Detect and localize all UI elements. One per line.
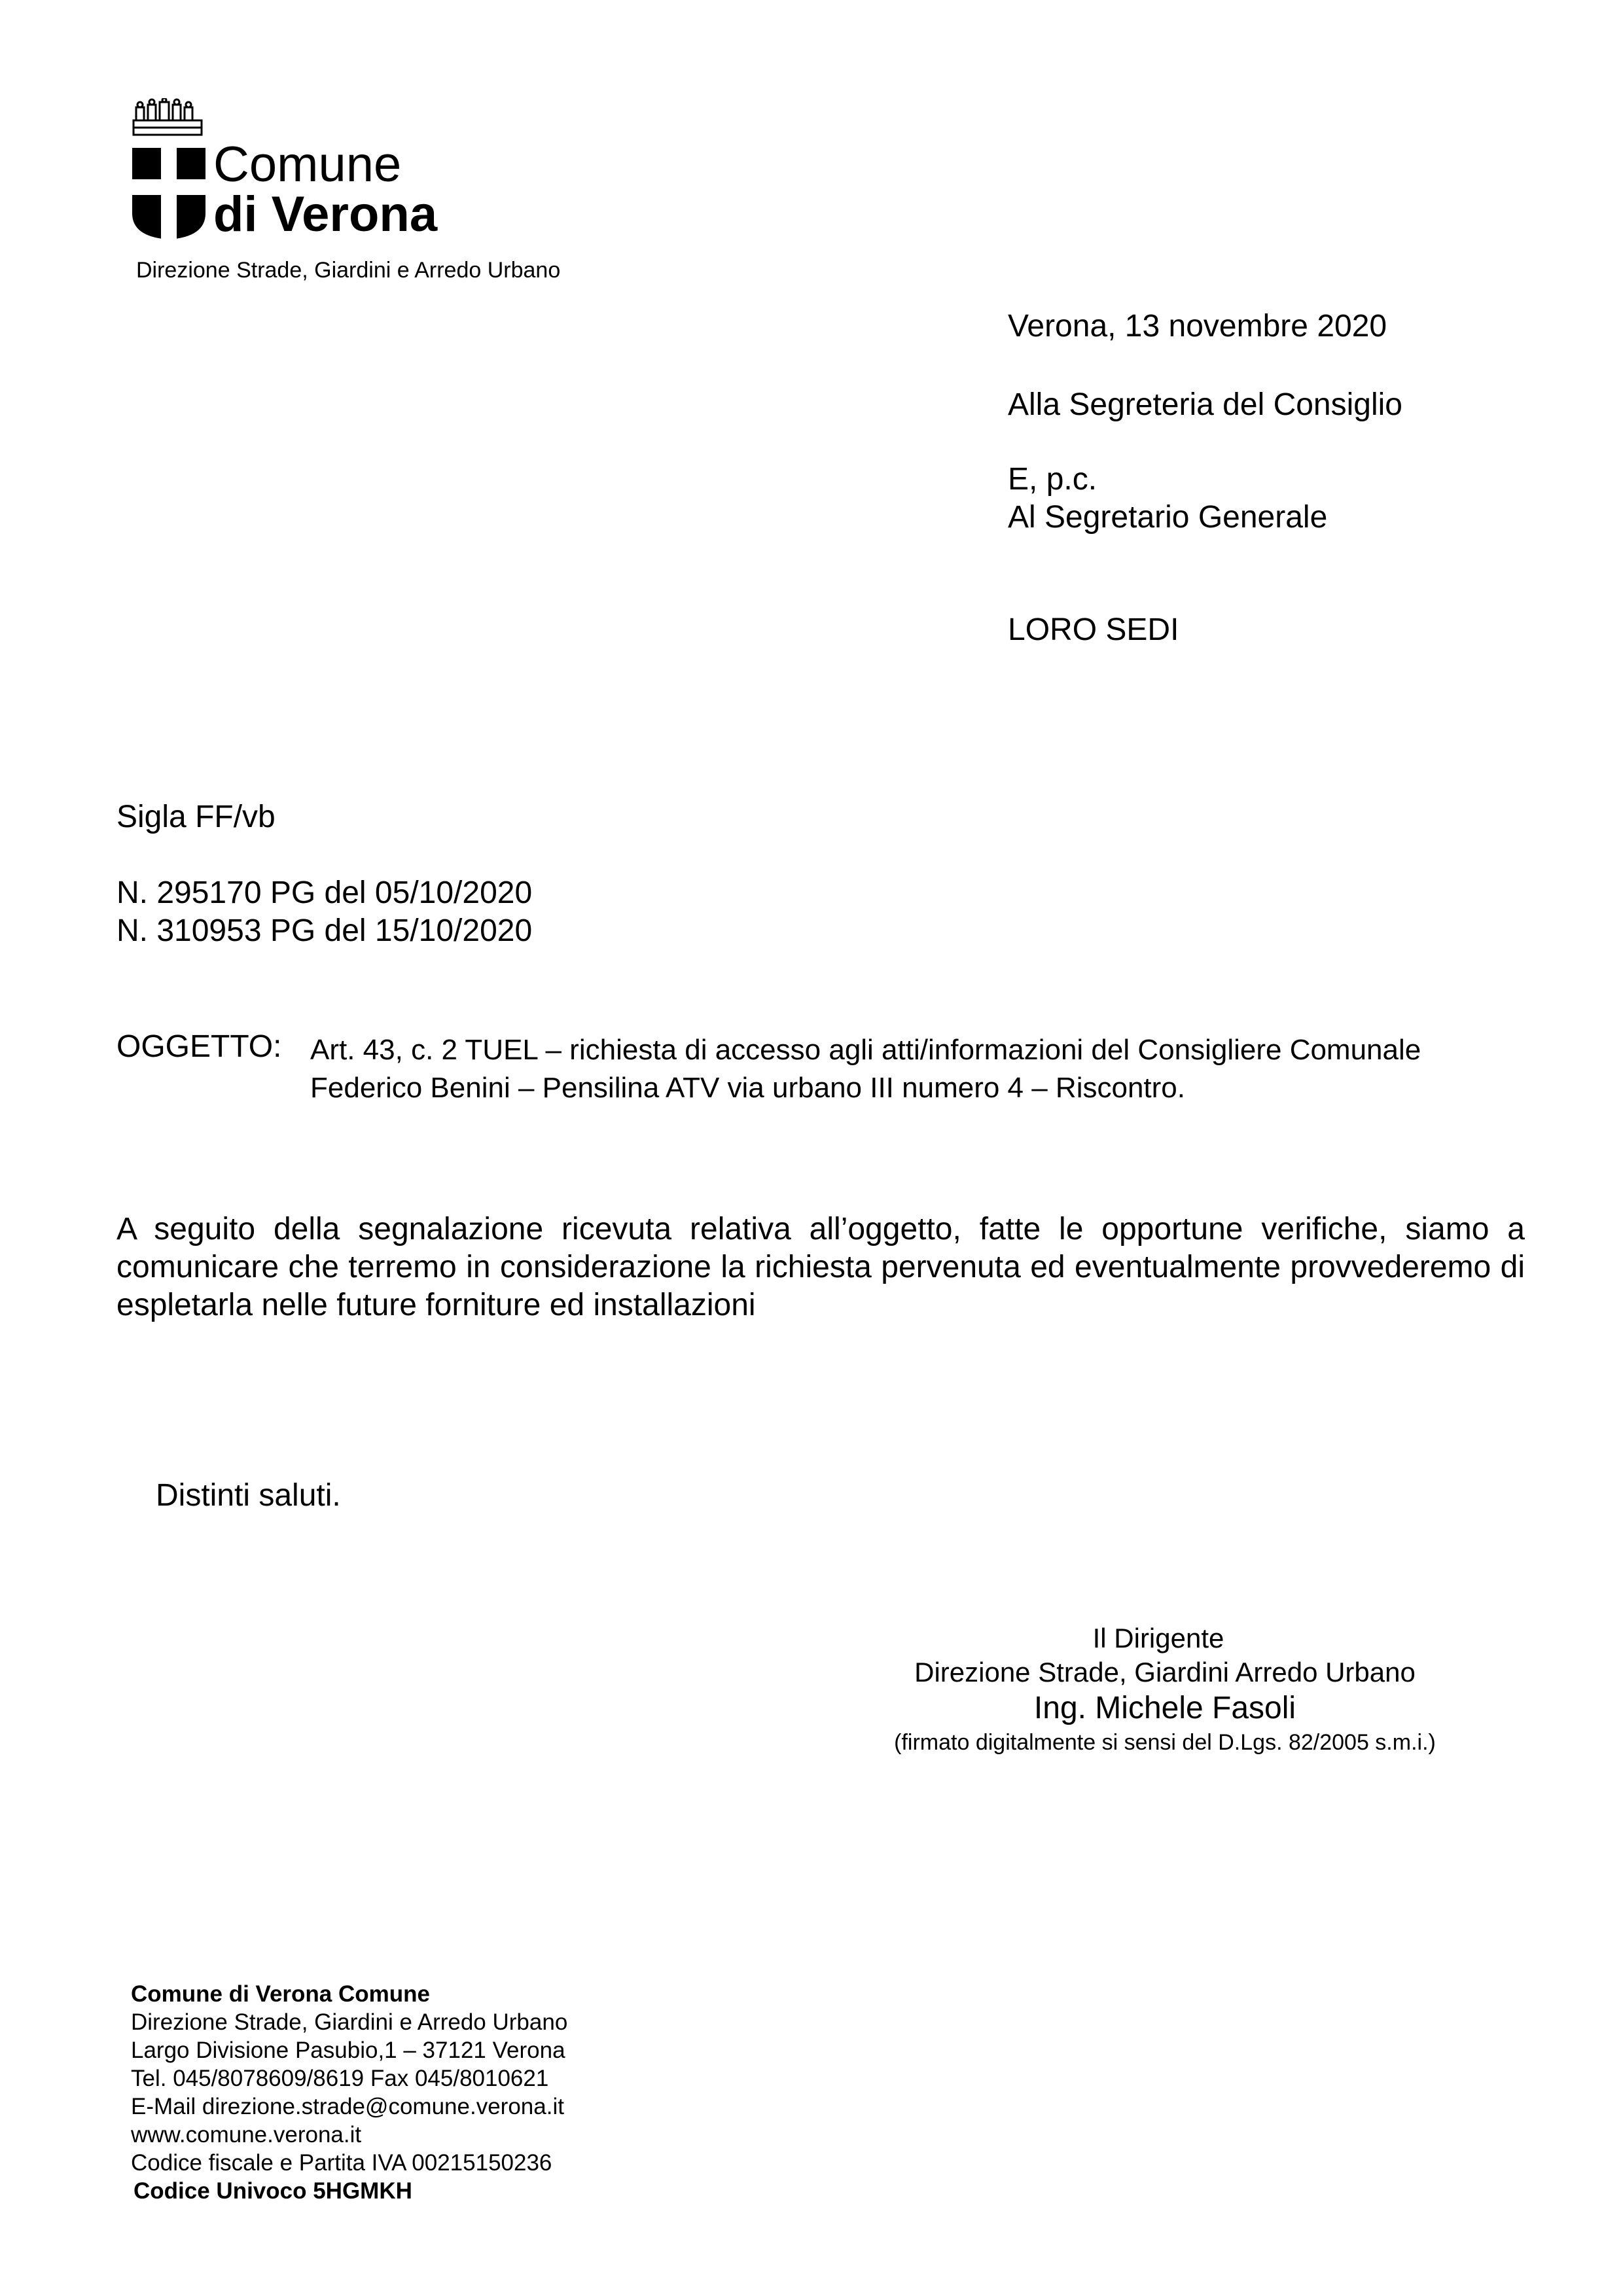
footer-website: www.comune.verona.it <box>131 2122 362 2147</box>
signature-note: (firmato digitalmente si sensi del D.Lgs. 82/2005 s.m.i.) <box>894 1730 1436 1755</box>
signature-block <box>851 1621 1623 1757</box>
logo-text-di-verona: di Verona <box>213 186 438 242</box>
addressee-cc: Al Segretario Generale <box>1008 500 1328 535</box>
subject-line-1: Art. 43, c. 2 TUEL – richiesta di accesso agli atti/informazioni del Consigliere Comunale <box>310 1034 1421 1066</box>
protocol-number-1: N. 295170 PG del 05/10/2020 <box>116 875 533 910</box>
footer-code: Codice Univoco 5HGMKH <box>134 2178 412 2204</box>
closing: Distinti saluti. <box>156 1478 341 1513</box>
subject-label: OGGETTO: <box>116 1029 282 1064</box>
subject-text <box>310 1031 1554 1107</box>
addressee-cc-label: E, p.c. <box>1008 462 1097 497</box>
coat-of-arms-icon <box>128 98 213 242</box>
logo-text-comune: Comune <box>213 137 402 192</box>
footer-address: Largo Divisione Pasubio,1 – 37121 Verona <box>131 2038 565 2063</box>
footer-org: Comune di Verona Comune <box>131 1981 430 2007</box>
signature-name: Ing. Michele Fasoli <box>1033 1691 1296 1725</box>
footer-department: Direzione Strade, Giardini e Arredo Urbano <box>131 2009 568 2035</box>
sigla: Sigla FF/vb <box>116 800 276 834</box>
crown-icon <box>134 98 202 135</box>
loro-sedi: LORO SEDI <box>1008 612 1179 647</box>
protocol-number-2: N. 310953 PG del 15/10/2020 <box>116 913 533 948</box>
addressee-to: Alla Segreteria del Consiglio <box>1008 387 1402 422</box>
footer <box>131 1980 567 2205</box>
subject-line-2: Federico Benini – Pensilina ATV via urbano III numero 4 – Riscontro. <box>310 1072 1185 1104</box>
body-paragraph: A seguito della segnalazione ricevuta relativa all’oggetto, fatte le opportune verifiche, siamo a comunicare che terremo in considerazione la richiesta pervenuta ed eventualmente provvederemo di espletarla nelle future forniture ed installazioni <box>116 1212 1525 1322</box>
footer-tax: Codice fiscale e Partita IVA 00215150236 <box>131 2150 552 2176</box>
date-line: Verona, 13 novembre 2020 <box>1008 309 1387 344</box>
signature-department: Direzione Strade, Giardini Arredo Urbano <box>914 1657 1416 1687</box>
footer-email: E-Mail direzione.strade@comune.verona.it <box>131 2094 564 2119</box>
signature-title: Il Dirigente <box>1092 1623 1224 1653</box>
footer-phone: Tel. 045/8078609/8619 Fax 045/8010621 <box>131 2066 549 2091</box>
header-department: Direzione Strade, Giardini e Arredo Urbano <box>136 258 561 283</box>
